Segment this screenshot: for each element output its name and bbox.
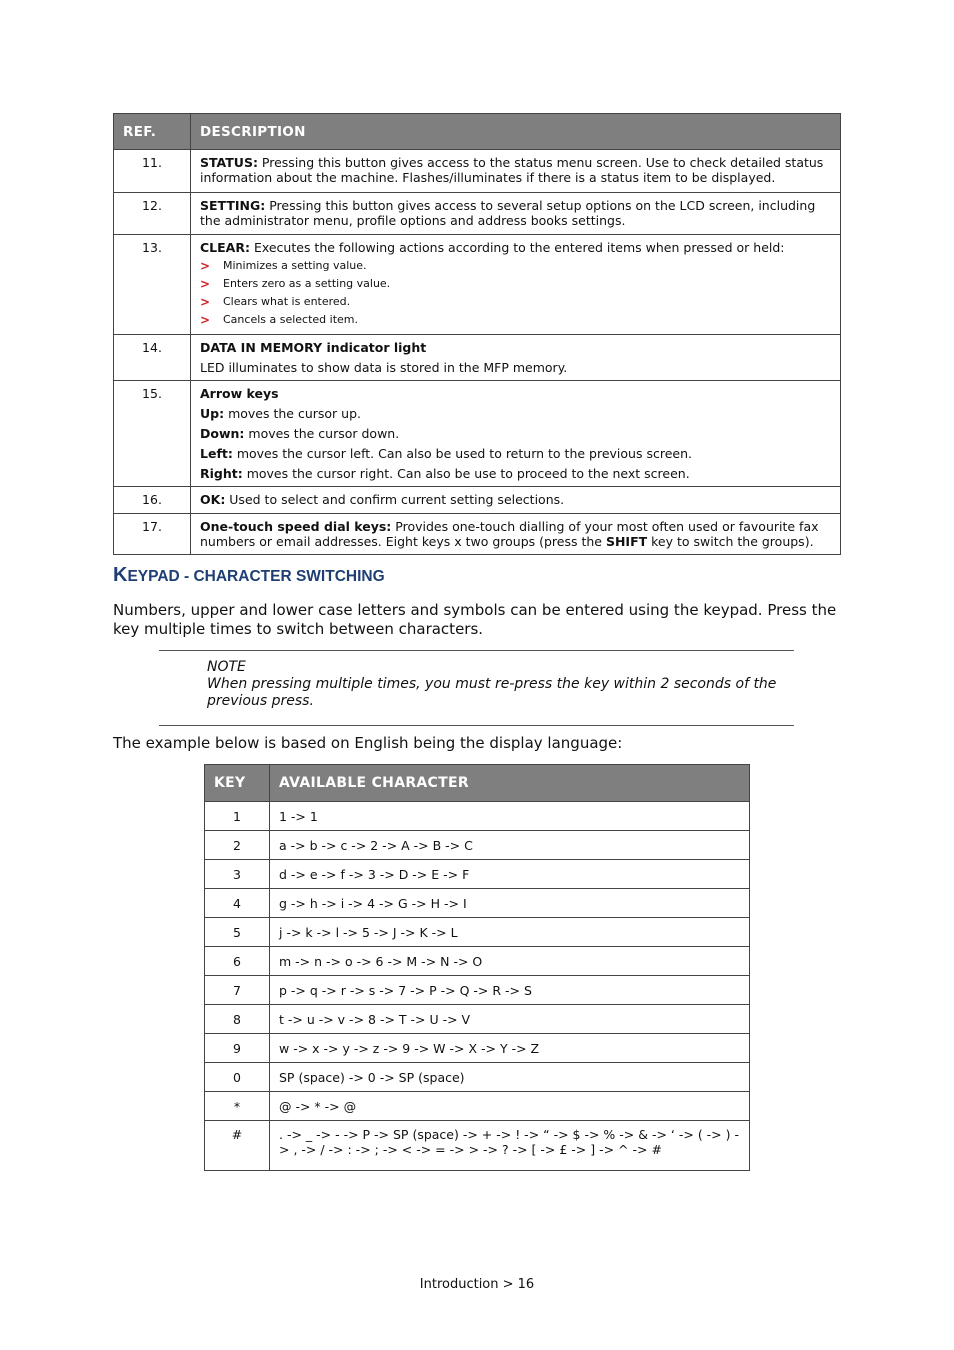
ref-header: REF. xyxy=(114,114,191,150)
key-cell: 9 xyxy=(205,1034,270,1063)
table-row xyxy=(205,802,750,831)
description-cell: One-touch speed dial keys: Provides one-touch dialling of your most often used or favourite fax numbers or email addresses. Eight keys x two groups (press the SHIFT key to switch the groups). xyxy=(191,514,841,555)
available-character-header: AVAILABLE CHARACTER xyxy=(270,765,750,802)
key-cell: 8 xyxy=(205,1005,270,1034)
key-cell: 0 xyxy=(205,1063,270,1092)
description-cell: Arrow keys Up: moves the cursor up. Down: moves the cursor down. Left: moves the cursor left. Can also be used to return to the previous screen. Right: moves the cursor right. Can also be use to proceed to the next screen. xyxy=(191,381,841,487)
description-cell xyxy=(191,235,841,335)
description-header: DESCRIPTION xyxy=(191,114,841,150)
key-cell: 1 xyxy=(205,802,270,831)
table-row xyxy=(205,831,750,860)
ref-cell: 16. xyxy=(114,487,191,514)
list-item: > Minimizes a setting value. xyxy=(200,259,367,273)
characters-cell: p -> q -> r -> s -> 7 -> P -> Q -> R -> S xyxy=(270,976,750,1005)
key-cell: 7 xyxy=(205,976,270,1005)
characters-cell: d -> e -> f -> 3 -> D -> E -> F xyxy=(270,860,750,889)
note-top-divider xyxy=(159,650,794,651)
note-label: NOTE xyxy=(207,659,246,675)
note-text: When pressing multiple times, you must re-press the key within 2 seconds of the previous press. xyxy=(207,676,777,709)
description-cell xyxy=(191,193,841,235)
ref-cell: 14. xyxy=(114,335,191,381)
table-header-row xyxy=(114,114,841,150)
key-cell: 3 xyxy=(205,860,270,889)
characters-cell: t -> u -> v -> 8 -> T -> U -> V xyxy=(270,1005,750,1034)
characters-cell: @ -> * -> @ xyxy=(270,1092,750,1121)
term: DATA IN MEMORY indicator light xyxy=(200,340,427,355)
characters-cell: SP (space) -> 0 -> SP (space) xyxy=(270,1063,750,1092)
example-paragraph: The example below is based on English being the display language: xyxy=(113,734,623,752)
key-header: KEY xyxy=(205,765,270,802)
term: One-touch speed dial keys: xyxy=(200,519,392,534)
term: OK: xyxy=(200,492,226,507)
key-cell: # xyxy=(205,1121,270,1171)
term: STATUS: xyxy=(200,155,258,170)
characters-cell: w -> x -> y -> z -> 9 -> W -> X -> Y -> Z xyxy=(270,1034,750,1063)
section-heading: KEYPAD - CHARACTER SWITCHING xyxy=(113,564,385,586)
characters-cell: g -> h -> i -> 4 -> G -> H -> I xyxy=(270,889,750,918)
bullet-list xyxy=(200,257,831,329)
bullet-arrow-icon: > xyxy=(200,295,211,309)
key-cell: 2 xyxy=(205,831,270,860)
table-row xyxy=(114,235,841,335)
ref-cell: 12. xyxy=(114,193,191,235)
note-bottom-divider xyxy=(159,725,794,726)
table-row xyxy=(205,860,750,889)
keypad-character-table xyxy=(204,764,750,1171)
table-row xyxy=(114,381,841,487)
list-item: > Cancels a selected item. xyxy=(200,313,359,327)
table-row xyxy=(205,1063,750,1092)
ref-cell: 17. xyxy=(114,514,191,555)
table-row xyxy=(114,335,841,381)
characters-cell: . -> _ -> - -> P -> SP (space) -> + -> ! -> “ -> $ -> % -> & -> ‘ -> ( -> ) -> , -> / -> : -> ; -> < -> = -> > -> ? -> [ -> £ -> ] -> ^ -> # xyxy=(270,1121,750,1171)
list-item: > Clears what is entered. xyxy=(200,295,351,309)
key-cell: 6 xyxy=(205,947,270,976)
table-row xyxy=(205,1121,750,1171)
description-cell xyxy=(191,335,841,381)
characters-cell: 1 -> 1 xyxy=(270,802,750,831)
table-row xyxy=(205,1005,750,1034)
table-row xyxy=(205,1092,750,1121)
table-row xyxy=(205,918,750,947)
table-row xyxy=(114,193,841,235)
table-header-row xyxy=(205,765,750,802)
bullet-arrow-icon: > xyxy=(200,259,211,273)
ref-cell: 13. xyxy=(114,235,191,335)
bullet-arrow-icon: > xyxy=(200,313,211,327)
button-description-table xyxy=(113,113,841,555)
ref-cell: 11. xyxy=(114,150,191,193)
description-text: Pressing this button gives access to several setup options on the LCD screen, including the administrator menu, profile options and address books settings. xyxy=(200,198,816,228)
note-box xyxy=(207,659,787,710)
table-row xyxy=(205,1034,750,1063)
table-row xyxy=(114,514,841,555)
table-row xyxy=(205,976,750,1005)
characters-cell: a -> b -> c -> 2 -> A -> B -> C xyxy=(270,831,750,860)
term: SETTING: xyxy=(200,198,266,213)
term: CLEAR: xyxy=(200,240,250,255)
table-row xyxy=(114,487,841,514)
description-cell xyxy=(191,150,841,193)
table-row xyxy=(205,889,750,918)
description-text: Pressing this button gives access to the status menu screen. Use to check detailed status information about the machine. Flashes/illuminates if there is a status item to be displayed. xyxy=(200,155,824,185)
list-item: > Enters zero as a setting value. xyxy=(200,277,391,291)
key-cell: * xyxy=(205,1092,270,1121)
term: Arrow keys xyxy=(200,386,279,401)
description-cell xyxy=(191,487,841,514)
bullet-arrow-icon: > xyxy=(200,277,211,291)
page-footer: Introduction > 16 xyxy=(419,1277,535,1292)
table-row xyxy=(205,947,750,976)
description-text: Used to select and confirm current setting selections. xyxy=(225,492,565,507)
description-text: Executes the following actions according to the entered items when pressed or held: xyxy=(249,240,785,255)
table-row xyxy=(114,150,841,193)
characters-cell: j -> k -> l -> 5 -> J -> K -> L xyxy=(270,918,750,947)
description-text: LED illuminates to show data is stored in the MFP memory. xyxy=(200,360,568,375)
key-cell: 4 xyxy=(205,889,270,918)
ref-cell: 15. xyxy=(114,381,191,487)
characters-cell: m -> n -> o -> 6 -> M -> N -> O xyxy=(270,947,750,976)
key-cell: 5 xyxy=(205,918,270,947)
intro-paragraph: Numbers, upper and lower case letters and symbols can be entered using the keypad. Press the key multiple times to switch between characters. xyxy=(113,601,837,638)
